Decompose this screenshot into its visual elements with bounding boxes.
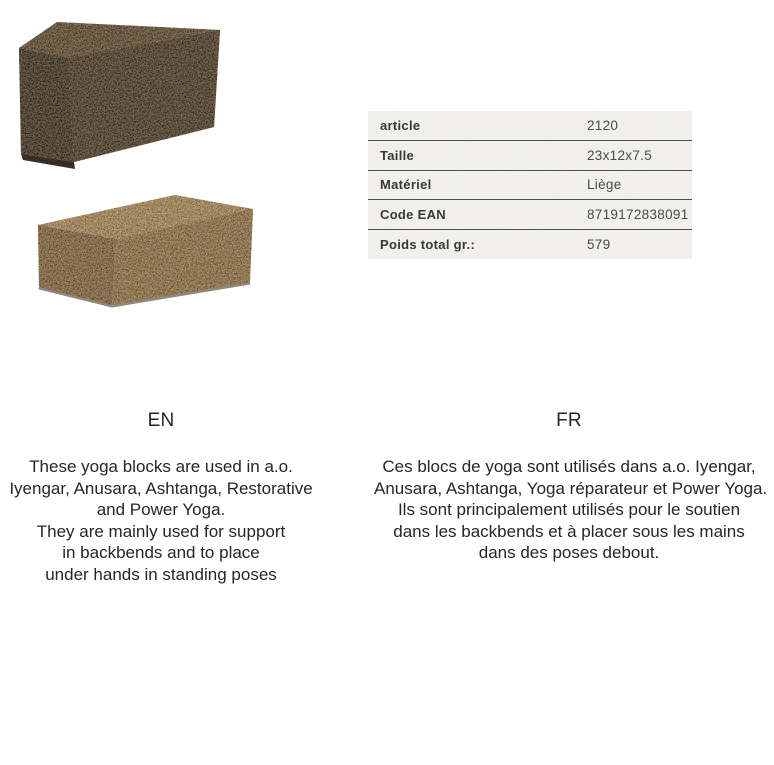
desc-fr-line: Ces blocs de yoga sont utilisés dans a.o. Iyengar, — [382, 457, 756, 476]
spec-row-code-ean — [368, 199, 692, 229]
desc-fr-line: Ils sont principalement utilisés pour le soutien — [397, 500, 741, 519]
desc-fr-line: dans des poses debout. — [478, 543, 660, 562]
spec-row-poids — [368, 229, 692, 259]
desc-en-line: Iyengar, Anusara, Ashtanga, Restorative — [9, 478, 313, 498]
desc-fr-line: Anusara, Ashtanga, Yoga réparateur et Power Yoga. — [374, 478, 768, 498]
spec-row-article — [368, 111, 692, 140]
spec-label: Matériel — [380, 177, 432, 193]
spec-value: 579 — [587, 237, 611, 253]
spec-label: article — [380, 117, 421, 133]
spec-value: 23x12x7.5 — [587, 147, 652, 163]
desc-fr-line: dans les backbends et à placer sous les mains — [393, 521, 745, 541]
description-en — [0, 410, 322, 585]
desc-en-line: They are mainly used for support — [36, 521, 286, 541]
spec-rows — [368, 111, 692, 259]
cork-blocks-image — [0, 0, 362, 340]
language-heading-fr: FR — [556, 410, 582, 431]
description-text-en — [0, 456, 322, 585]
desc-en-line: These yoga blocks are used in a.o. — [29, 457, 293, 476]
spec-label: Taille — [380, 147, 415, 163]
description-fr — [374, 410, 768, 564]
spec-value: 2120 — [587, 117, 619, 133]
desc-en-line: and Power Yoga. — [96, 500, 226, 519]
spec-value: 8719172838091 — [587, 207, 689, 223]
light-cork-block — [34, 190, 258, 310]
spec-row-taille — [368, 140, 692, 170]
spec-label: Poids total gr.: — [380, 237, 476, 253]
light-block-cork-texture — [34, 190, 258, 310]
desc-en-line: under hands in standing poses — [45, 564, 277, 584]
product-photo — [0, 0, 362, 340]
spec-table — [368, 111, 692, 259]
spec-row-materiel — [368, 170, 692, 200]
spec-value: Liège — [587, 177, 622, 193]
dark-block-cork-texture — [15, 18, 225, 168]
description-text-fr — [374, 456, 768, 564]
spec-label: Code EAN — [380, 207, 446, 223]
desc-en-line: in backbends and to place — [62, 543, 260, 562]
dark-cork-block — [15, 18, 225, 169]
language-heading-en: EN — [147, 410, 175, 431]
